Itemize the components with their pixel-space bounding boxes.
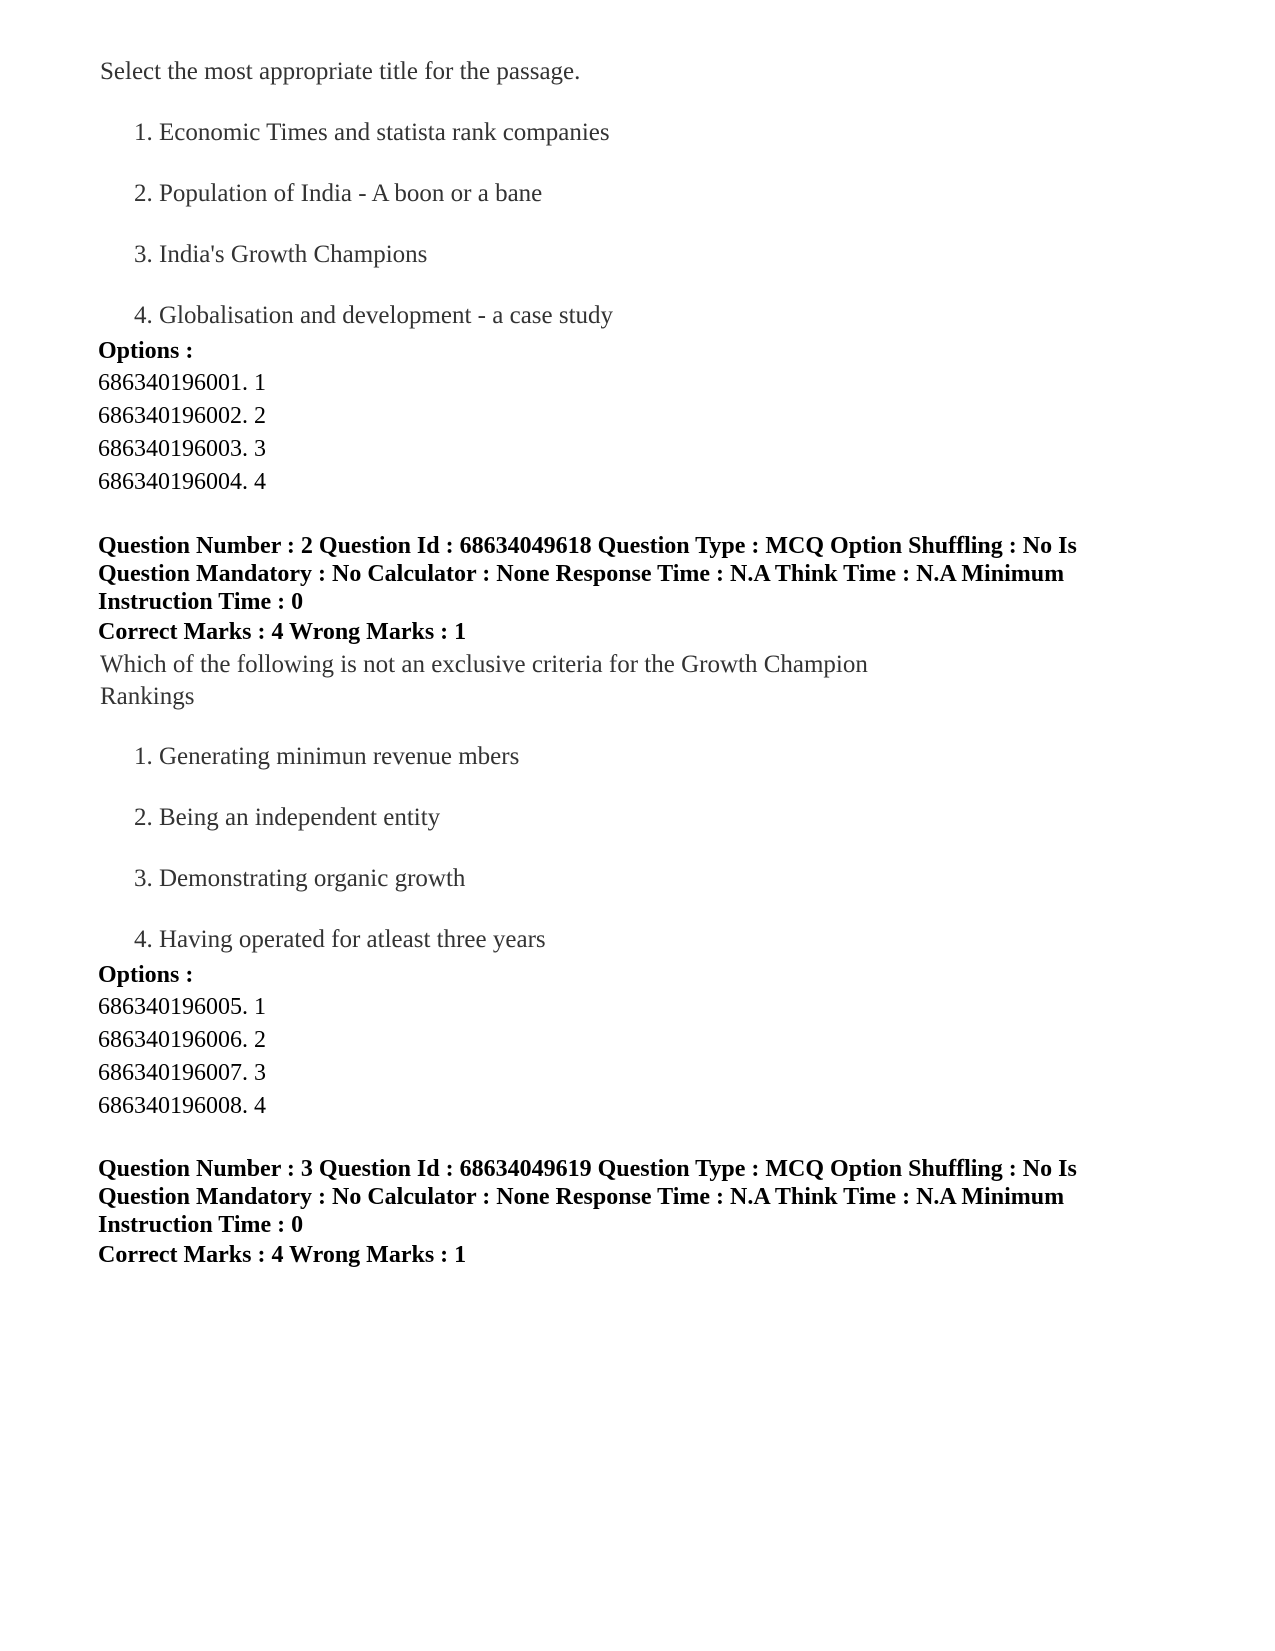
question-1-option-2: 686340196002. 2	[98, 403, 266, 429]
question-2-options-label: Options :	[98, 962, 194, 988]
question-2-option-4: 686340196008. 4	[98, 1093, 266, 1119]
question-1-options-label: Options :	[98, 338, 194, 364]
question-2-option-3: 686340196007. 3	[98, 1060, 266, 1086]
question-1-choice-4: 4. Globalisation and development - a case study	[134, 302, 614, 329]
question-1-option-3: 686340196003. 3	[98, 436, 266, 462]
question-1-choice-1: 1. Economic Times and statista rank companies	[134, 119, 610, 146]
question-2-metadata: Question Number : 2 Question Id : 68634049618 Question Type : MCQ Option Shuffling : No Is Question Mandatory : No Calculator : None Response Time : N.A Think Time : N.A Minimum Instruction Time : 0	[98, 533, 1077, 615]
question-1-choice-2: 2. Population of India - A boon or a bane	[134, 180, 543, 207]
question-2-choice-4: 4. Having operated for atleast three years	[134, 926, 546, 953]
question-2-prompt: Which of the following is not an exclusive criteria for the Growth Champion Rankings	[100, 651, 868, 710]
question-1-option-1: 686340196001. 1	[98, 370, 266, 396]
question-1-choice-3: 3. India's Growth Champions	[134, 241, 428, 268]
question-2-choice-1: 1. Generating minimun revenue mbers	[134, 743, 520, 770]
question-3-marks: Correct Marks : 4 Wrong Marks : 1	[98, 1242, 467, 1268]
question-2-option-2: 686340196006. 2	[98, 1027, 266, 1053]
question-3-metadata: Question Number : 3 Question Id : 68634049619 Question Type : MCQ Option Shuffling : No Is Question Mandatory : No Calculator : None Response Time : N.A Think Time : N.A Minimum Instruction Time : 0	[98, 1156, 1077, 1238]
question-1-option-4: 686340196004. 4	[98, 469, 266, 495]
question-2-marks: Correct Marks : 4 Wrong Marks : 1	[98, 619, 467, 645]
question-1-prompt: Select the most appropriate title for the passage.	[100, 58, 581, 85]
question-2-choice-2: 2. Being an independent entity	[134, 804, 441, 831]
question-2-option-1: 686340196005. 1	[98, 994, 266, 1020]
question-2-choice-3: 3. Demonstrating organic growth	[134, 865, 466, 892]
